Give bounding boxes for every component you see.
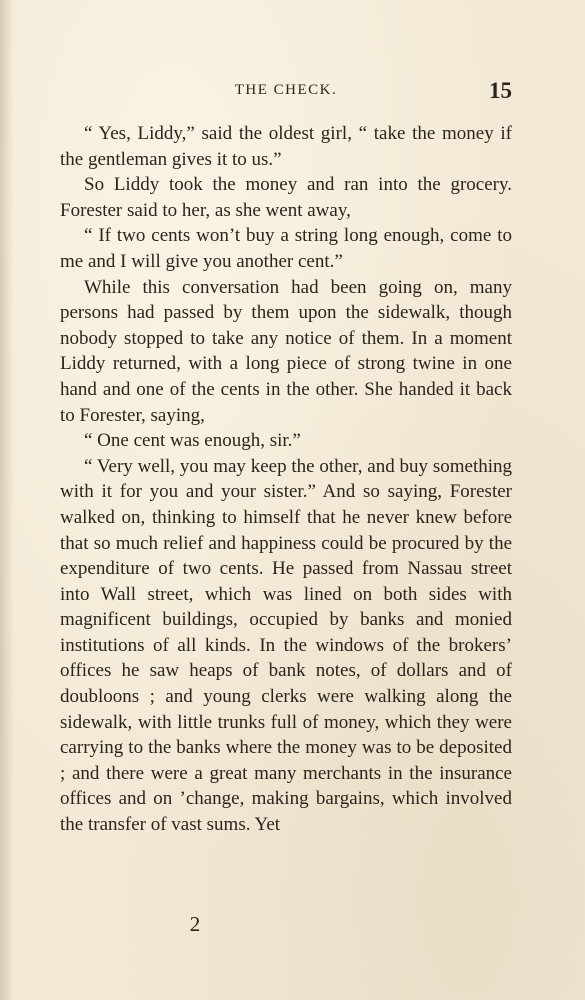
paragraph: “ If two cents won’t buy a string long enough, come to me and I will give you another cent.” <box>60 225 512 272</box>
body-text <box>60 121 512 838</box>
signature-mark: 2 <box>189 912 201 936</box>
page-header <box>60 78 512 104</box>
running-title: THE CHECK. <box>234 82 338 98</box>
paragraph: While this conversation had been going on, many persons had passed by them upon the sidewalk, though nobody stopped to take any notice of them. In a moment Liddy returned, with a long piece of strong twine in one hand and one of the cents in the other. She handed it back to Forester, saying, <box>60 276 512 426</box>
paragraph: “ Yes, Liddy,” said the oldest girl, “ take the money if the gentleman gives it to us.” <box>60 123 512 170</box>
paragraph: “ Very well, you may keep the other, and buy something with it for you and your sister.” And so saying, Forester walked on, thinking to himself that he never knew before that so much relief and happiness could be procured by the expenditure of two cents. He passed from Nassau street into Wall street, which was lined on both sides with magnificent buildings, occupied by banks and monied institutions of all kinds. In the windows of the brokers’ offices he saw heaps of bank notes, of dollars and of doubloons ; and young clerks were walking along the sidewalk, with little trunks full of money, which they were carrying to the banks where the money was to be deposited ; and there were a great many merchants in the insurance offices and on ’change, making bargains, which involved the transfer of vast sums. Yet <box>60 455 512 836</box>
paragraph: “ One cent was enough, sir.” <box>84 430 301 452</box>
paragraph: So Liddy took the money and ran into the grocery. Forester said to her, as she went away, <box>60 174 512 221</box>
page-number: 15 <box>489 78 512 103</box>
